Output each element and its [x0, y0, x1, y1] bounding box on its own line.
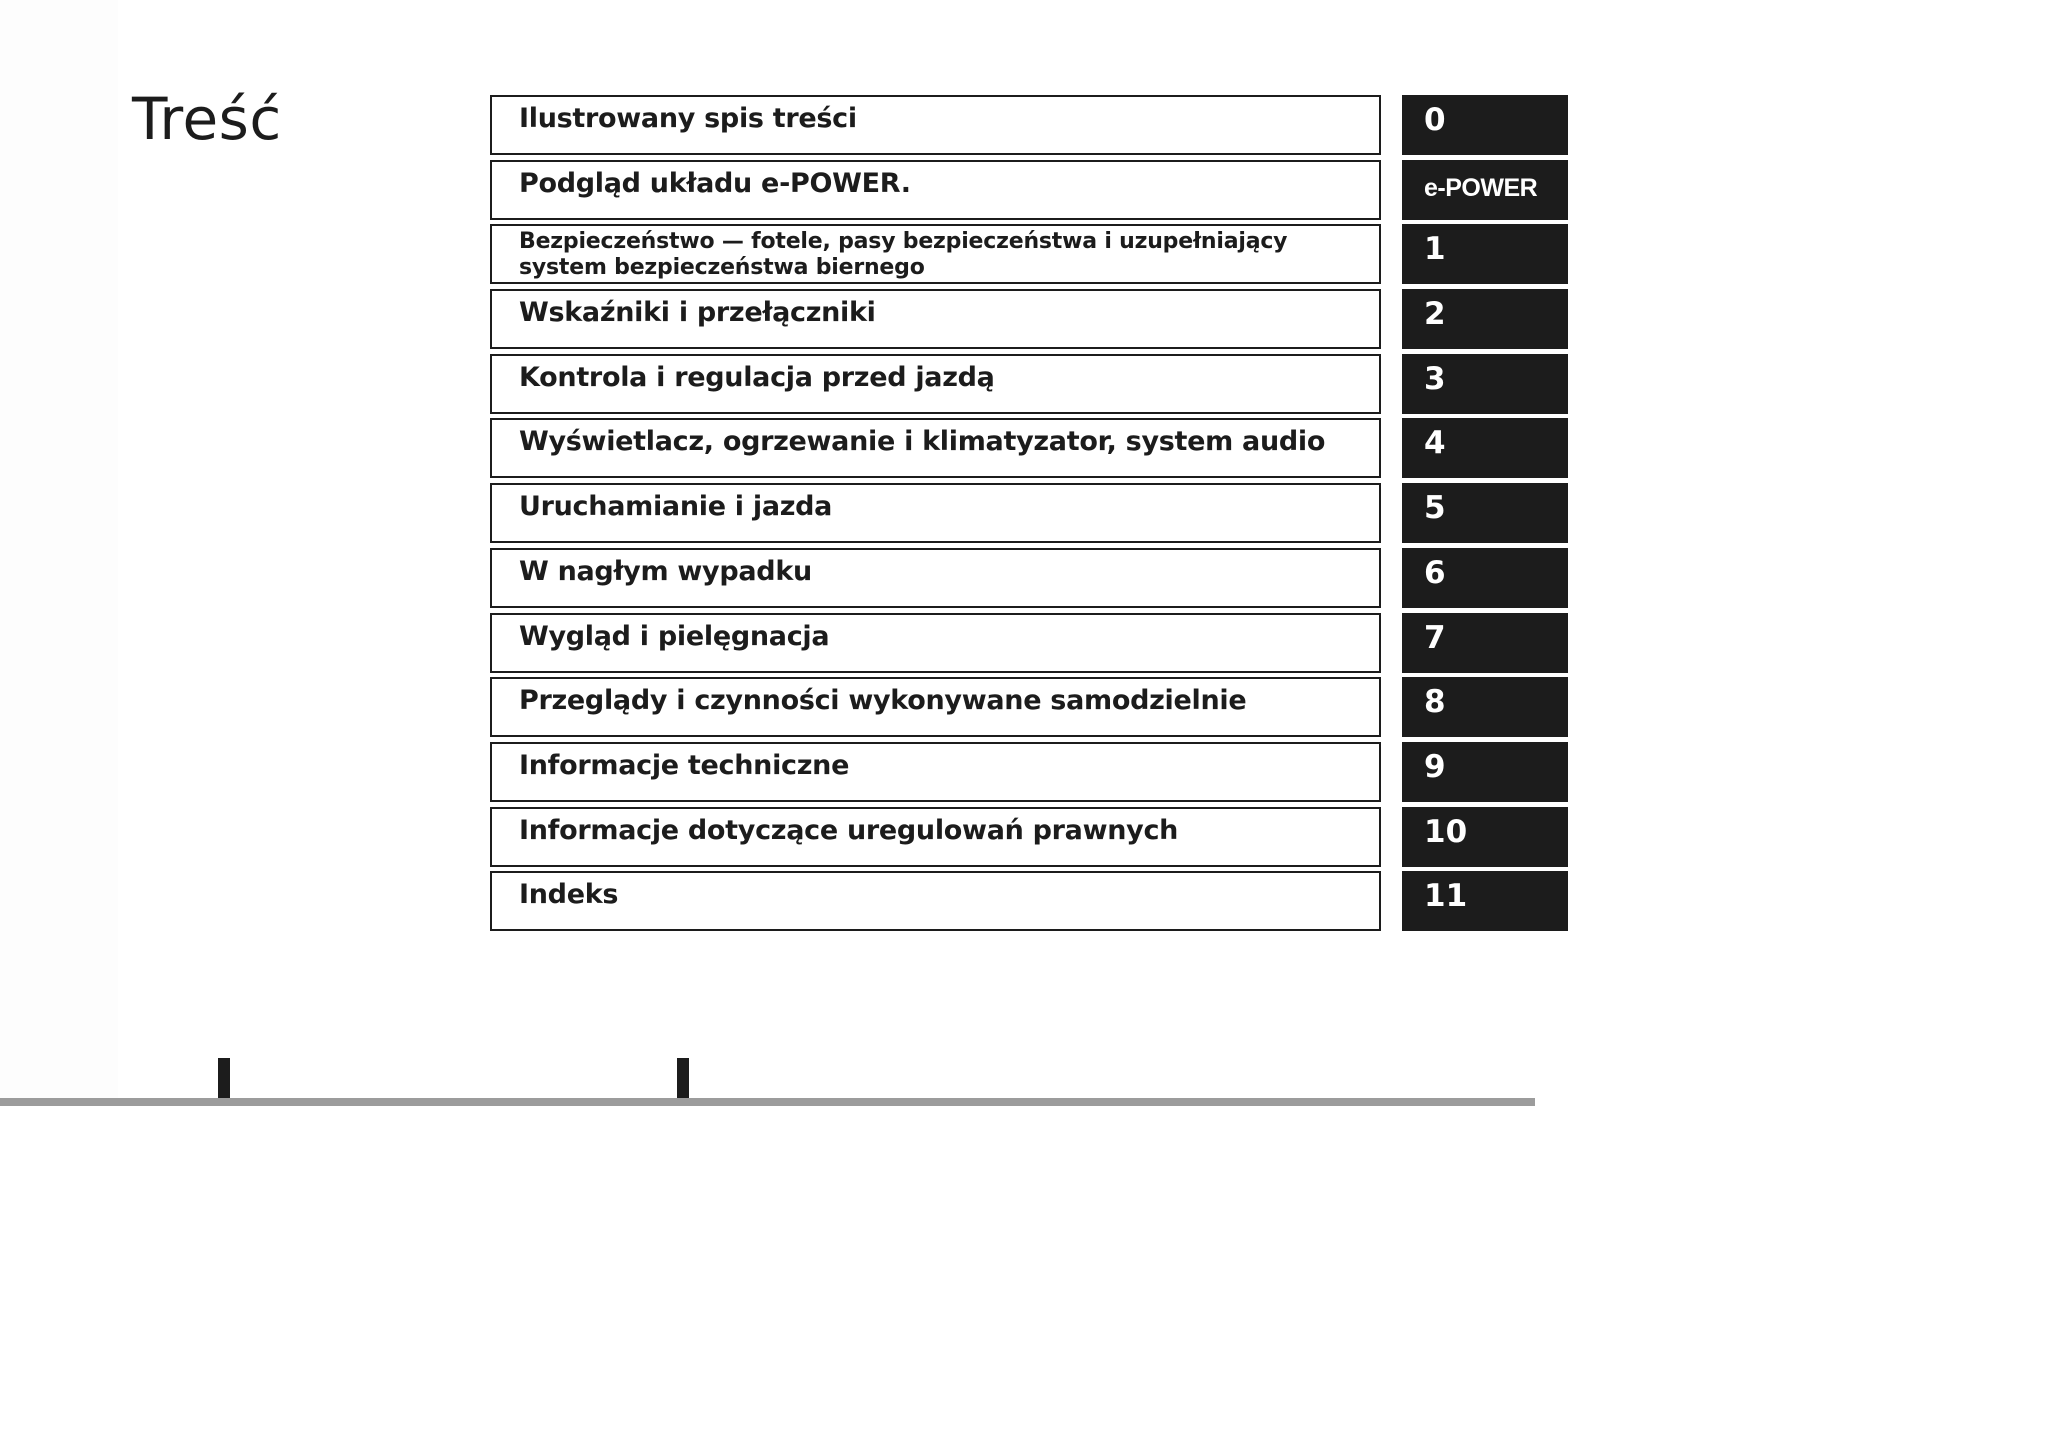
- toc-entry-label: Wyświetlacz, ogrzewanie i klimatyzator, system audio: [519, 426, 1326, 458]
- chapter-tab[interactable]: [1402, 418, 1568, 478]
- chapter-tab[interactable]: [1402, 548, 1568, 608]
- chapter-tab-label: 10: [1424, 813, 1468, 850]
- toc-entry[interactable]: [490, 224, 1381, 284]
- chapter-tab-label: 4: [1424, 425, 1446, 462]
- toc-entry-label: Uruchamianie i jazda: [519, 491, 833, 523]
- toc-entry-label: Wygląd i pielęgnacja: [519, 620, 830, 652]
- toc-entry[interactable]: [490, 871, 1381, 931]
- chapter-tab-label: e-POWER: [1424, 173, 1538, 202]
- chapter-tab[interactable]: [1402, 354, 1568, 414]
- toc-entry-label: Bezpieczeństwo — fotele, pasy bezpieczeństwa i uzupełniający system bezpieczeństwa biernego: [519, 229, 1288, 280]
- toc-entry[interactable]: [490, 289, 1381, 349]
- toc-entry[interactable]: [490, 548, 1381, 608]
- toc-entry[interactable]: [490, 483, 1381, 543]
- toc-row-5[interactable]: [490, 483, 1568, 543]
- toc-entry-label: W nagłym wypadku: [519, 555, 812, 587]
- toc-entry[interactable]: [490, 354, 1381, 414]
- chapter-tab-label: 5: [1424, 490, 1446, 527]
- toc-entry[interactable]: [490, 160, 1381, 220]
- toc-entry-label: Kontrola i regulacja przed jazdą: [519, 361, 995, 393]
- page-margin: [0, 0, 118, 1106]
- toc-entry-label: Wskaźniki i przełączniki: [519, 297, 876, 329]
- chapter-tab[interactable]: [1402, 742, 1568, 802]
- chapter-tab[interactable]: [1402, 160, 1568, 220]
- chapter-tab-label: 6: [1424, 554, 1446, 591]
- toc-entry-label: Indeks: [519, 879, 619, 911]
- chapter-tab-label: 8: [1424, 684, 1446, 721]
- chapter-tab[interactable]: [1402, 289, 1568, 349]
- toc-entry[interactable]: [490, 677, 1381, 737]
- chapter-tab[interactable]: [1402, 613, 1568, 673]
- toc-entry[interactable]: [490, 418, 1381, 478]
- chapter-tab[interactable]: [1402, 677, 1568, 737]
- toc-row-10[interactable]: [490, 807, 1568, 867]
- chapter-tab-label: 2: [1424, 296, 1446, 333]
- chapter-tab-label: 0: [1424, 102, 1446, 138]
- chapter-tab-label: 9: [1424, 748, 1446, 785]
- toc-row-8[interactable]: [490, 677, 1568, 737]
- chapter-tab[interactable]: [1402, 807, 1568, 867]
- toc-row-e-power[interactable]: [490, 160, 1568, 220]
- chapter-tab[interactable]: [1402, 483, 1568, 543]
- toc-row-6[interactable]: [490, 548, 1568, 608]
- chapter-tab[interactable]: [1402, 224, 1568, 284]
- chapter-tab[interactable]: [1402, 871, 1568, 931]
- table-of-contents: [490, 95, 1568, 936]
- toc-row-2[interactable]: [490, 289, 1568, 349]
- toc-entry-label: Podgląd układu e-POWER.: [519, 167, 911, 199]
- chapter-tab-label: 3: [1424, 360, 1446, 397]
- chapter-tab-label: 1: [1424, 231, 1446, 268]
- toc-row-3[interactable]: [490, 354, 1568, 414]
- toc-entry-label: Informacje techniczne: [519, 749, 850, 781]
- chapter-tab-label: 11: [1424, 878, 1468, 915]
- toc-entry[interactable]: [490, 807, 1381, 867]
- page-title: Treść: [132, 85, 282, 153]
- toc-row-9[interactable]: [490, 742, 1568, 802]
- chapter-tab-label: 7: [1424, 619, 1446, 656]
- toc-entry[interactable]: [490, 613, 1381, 673]
- toc-entry[interactable]: [490, 95, 1381, 155]
- toc-row-0[interactable]: [490, 95, 1568, 155]
- binding-mark: [218, 1058, 230, 1098]
- binding-mark: [677, 1058, 689, 1098]
- bottom-rule: [0, 1098, 1535, 1106]
- toc-row-4[interactable]: [490, 418, 1568, 478]
- toc-row-1[interactable]: [490, 224, 1568, 284]
- chapter-tab[interactable]: [1402, 95, 1568, 155]
- toc-entry-label: Przeglądy i czynności wykonywane samodzielnie: [519, 685, 1247, 717]
- toc-row-7[interactable]: [490, 613, 1568, 673]
- toc-entry-label: Ilustrowany spis treści: [519, 103, 857, 134]
- toc-row-11[interactable]: [490, 871, 1568, 931]
- toc-entry[interactable]: [490, 742, 1381, 802]
- toc-entry-label: Informacje dotyczące uregulowań prawnych: [519, 814, 1179, 846]
